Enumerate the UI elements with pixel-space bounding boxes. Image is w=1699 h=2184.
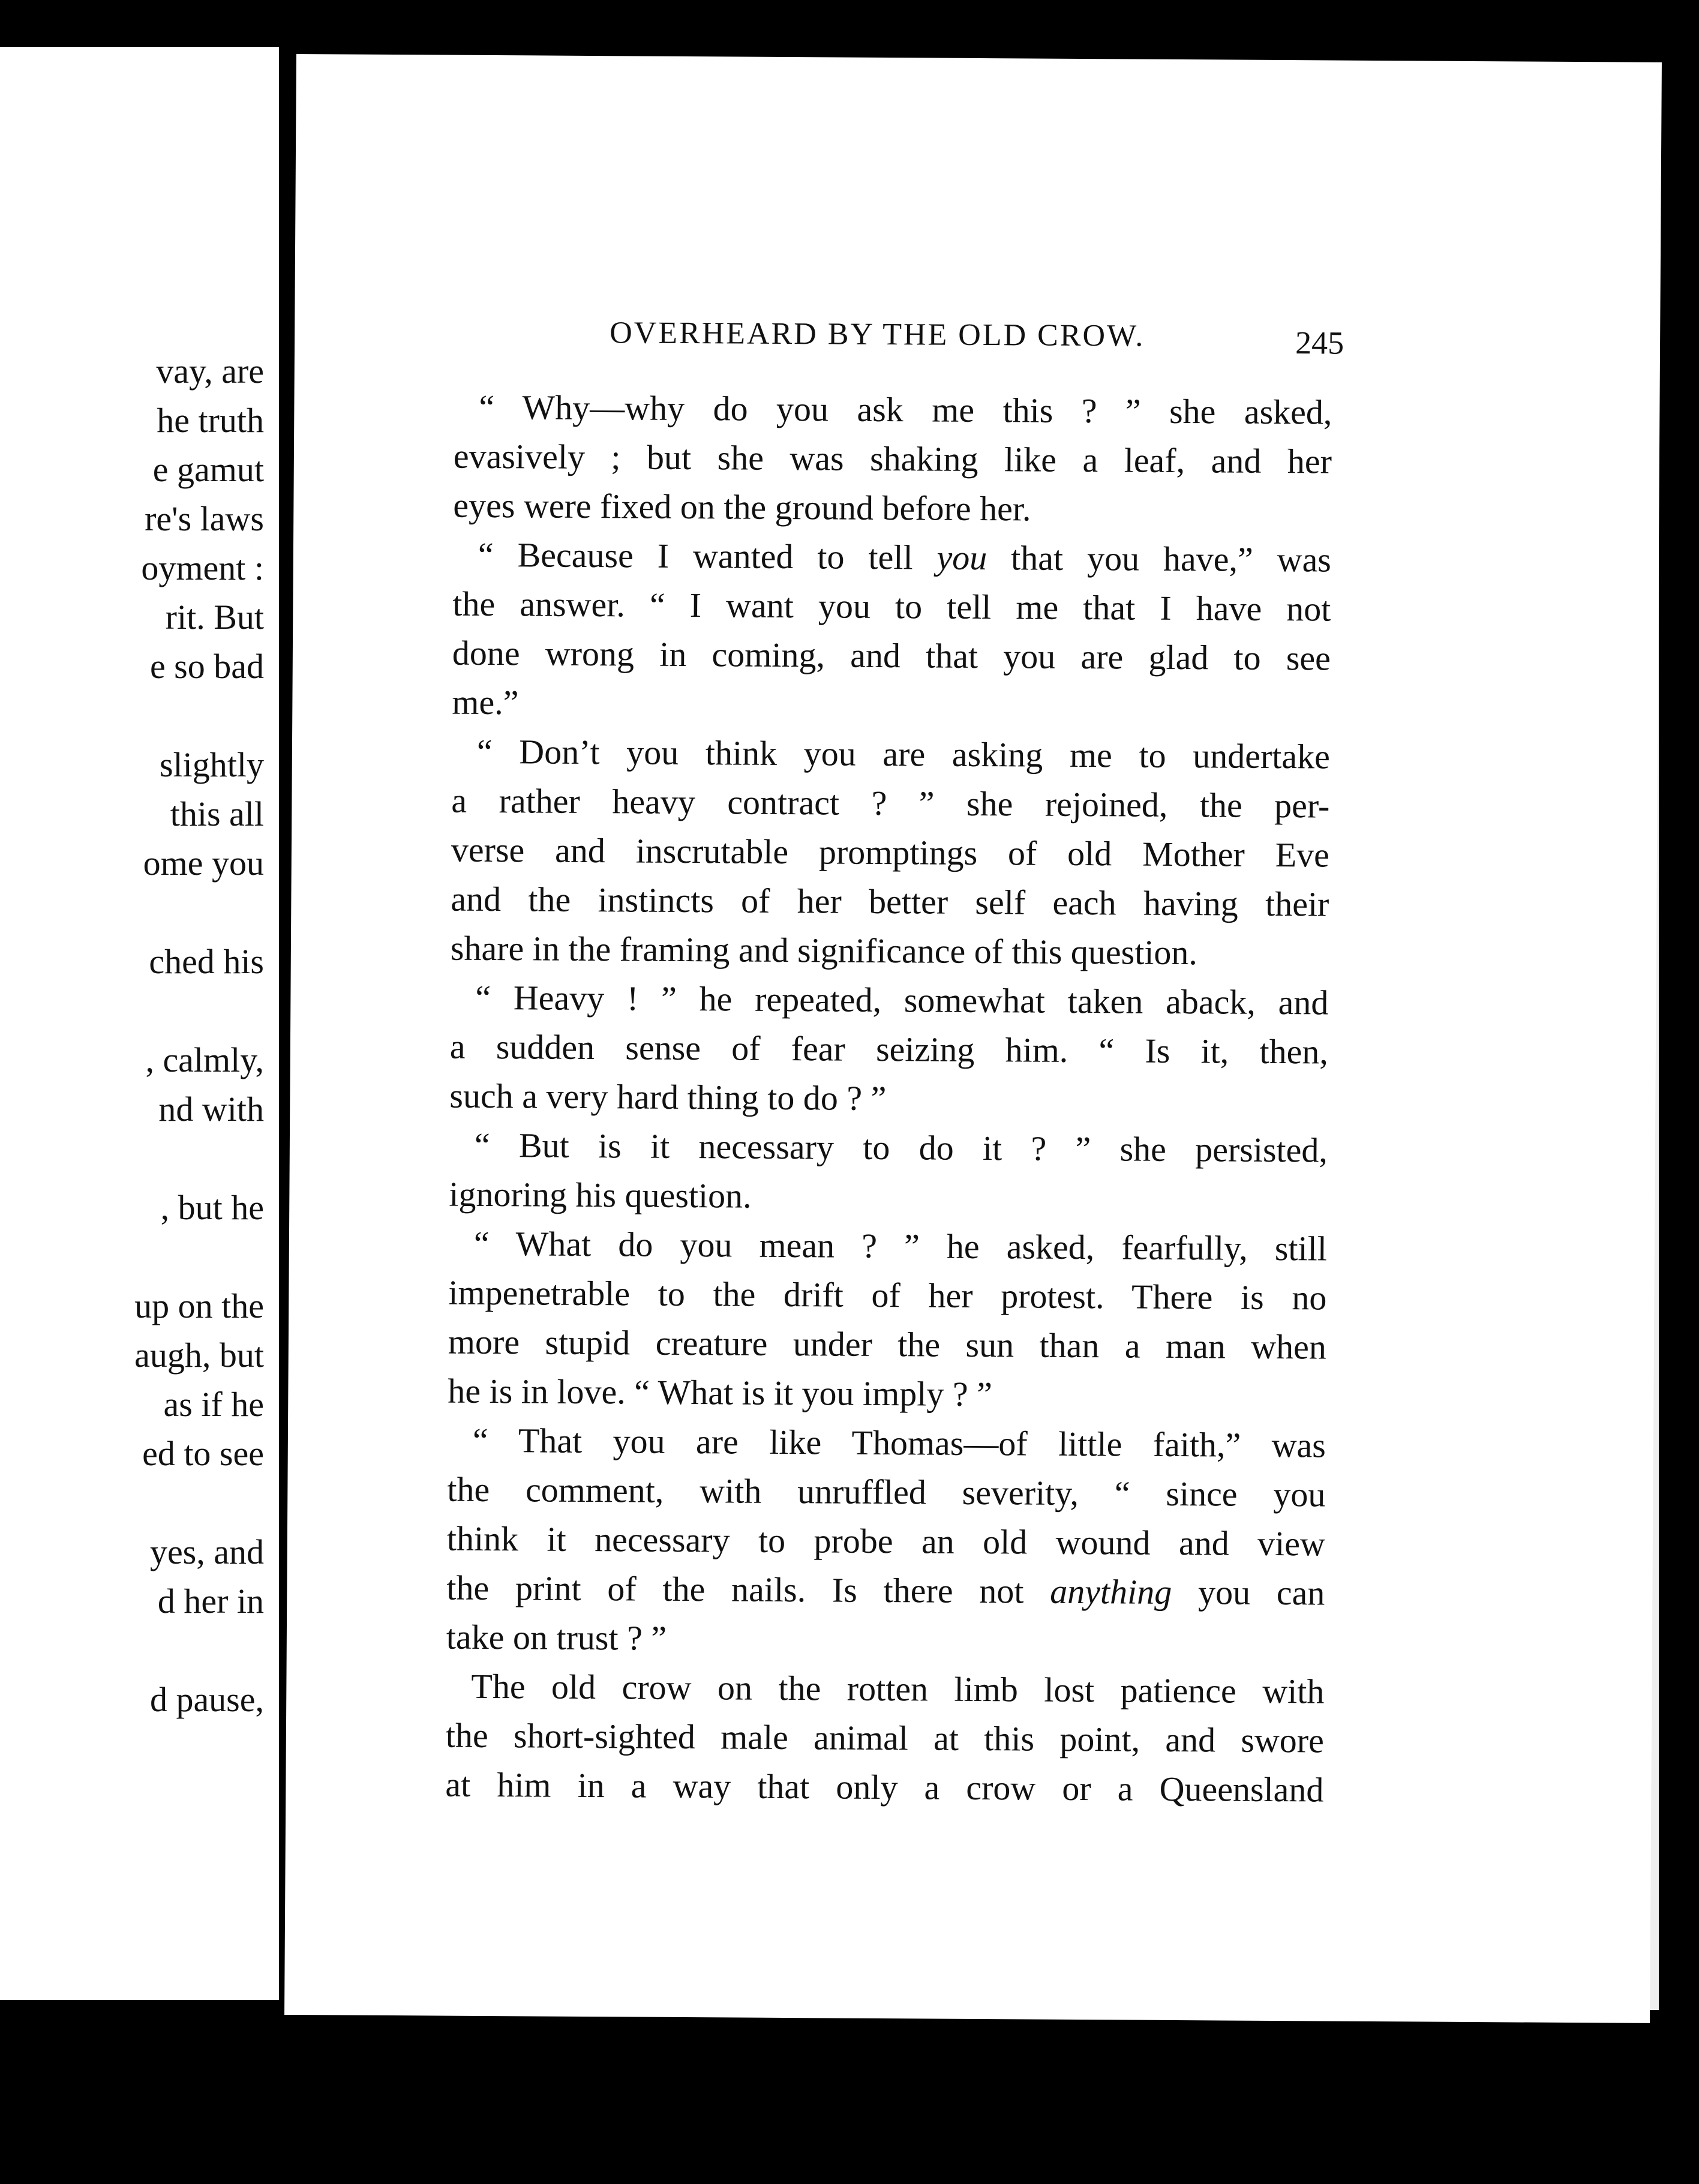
body-line: at him in a way that only a crow or a Queensland — [445, 1765, 1324, 1810]
body-line: such a very hard thing to do ? ” — [449, 1076, 887, 1118]
left-page-line: ed to see — [142, 1434, 264, 1473]
body-line: me.” — [452, 682, 519, 722]
left-page-line: d her in — [157, 1582, 264, 1621]
left-page-line: up on the — [134, 1286, 264, 1325]
left-page-line: d pause, — [149, 1680, 264, 1719]
left-page-line: slightly — [159, 745, 264, 784]
left-page-line: nd with — [158, 1090, 264, 1129]
body-line: a rather heavy contract ? ” she rejoined, the per- — [451, 781, 1330, 826]
body-line: the comment, with unruffled severity, “ since you — [447, 1469, 1326, 1514]
body-line: “ Why—why do you ask me this ? ” she asked, — [479, 387, 1332, 432]
body-line: eyes were fixed on the ground before her. — [453, 485, 1031, 529]
body-line: take on trust ? ” — [446, 1617, 667, 1658]
page-number: 245 — [1295, 325, 1344, 361]
body-line: “ But is it necessary to do it ? ” she persisted, — [474, 1125, 1328, 1170]
body-line: the print of the nails. Is there not anything you can — [446, 1568, 1325, 1613]
left-page-line: rit. But — [165, 598, 264, 637]
body-line: “ That you are like Thomas—of little faith,” was — [472, 1420, 1326, 1465]
left-page-line: oyment : — [141, 548, 264, 587]
body-line: think it necessary to probe an old wound and view — [446, 1519, 1326, 1564]
left-page-line: this all — [170, 794, 264, 833]
body-line: ignoring his question. — [449, 1174, 752, 1216]
body-line: more stupid creature under the sun than a man when — [448, 1322, 1327, 1367]
body-line: evasively ; but she was shaking like a leaf, and her — [453, 436, 1332, 481]
body-line: “ What do you mean ? ” he asked, fearfully, still — [473, 1223, 1328, 1268]
left-page-line: ome you — [143, 844, 264, 883]
left-page-line: e so bad — [149, 647, 264, 686]
left-page-line: ched his — [149, 942, 264, 981]
body-line: he is in love. “ What is it you imply ? ” — [448, 1371, 993, 1414]
running-head: OVERHEARD BY THE OLD CROW. — [609, 316, 1145, 353]
left-page-line: , calmly, — [145, 1040, 264, 1079]
left-page-line: as if he — [163, 1385, 264, 1424]
left-page-line: e gamut — [152, 450, 264, 489]
emphasis-word: anything — [1050, 1571, 1172, 1612]
left-page-line: yes, and — [149, 1532, 264, 1571]
body-line: share in the framing and significance of this question. — [450, 928, 1198, 973]
right-page — [284, 54, 1662, 2023]
body-line: “ Heavy ! ” he repeated, somewhat taken aback, and — [475, 977, 1329, 1022]
body-line: verse and inscrutable promptings of old Mother Eve — [451, 830, 1330, 875]
body-line: the answer. “ I want you to tell me that I have not — [452, 584, 1331, 629]
body-line: The old crow on the rotten limb lost patience with — [471, 1666, 1325, 1711]
body-line: a sudden sense of fear seizing him. “ Is it, then, — [449, 1027, 1329, 1072]
left-page — [0, 47, 279, 2000]
body-line: the short-sighted male animal at this point, and swore — [445, 1715, 1325, 1760]
left-page-line: re's laws — [145, 499, 264, 538]
body-line: and the instincts of her better self each having their — [451, 879, 1329, 924]
body-line: “ Because I wanted to tell you that you have,” was — [478, 535, 1332, 580]
body-text — [445, 383, 1332, 1815]
left-page-line: augh, but — [134, 1336, 264, 1375]
left-page-line: , but he — [160, 1188, 264, 1227]
left-page-line: he truth — [157, 401, 264, 440]
body-line: “ Don’t you think you are asking me to undertake — [476, 731, 1331, 776]
body-line: impenetrable to the drift of her protest. There is no — [448, 1273, 1327, 1318]
body-line: done wrong in coming, and that you are glad to see — [452, 633, 1331, 678]
emphasis-word: you — [936, 538, 987, 578]
left-page-line: vay, are — [156, 352, 264, 391]
